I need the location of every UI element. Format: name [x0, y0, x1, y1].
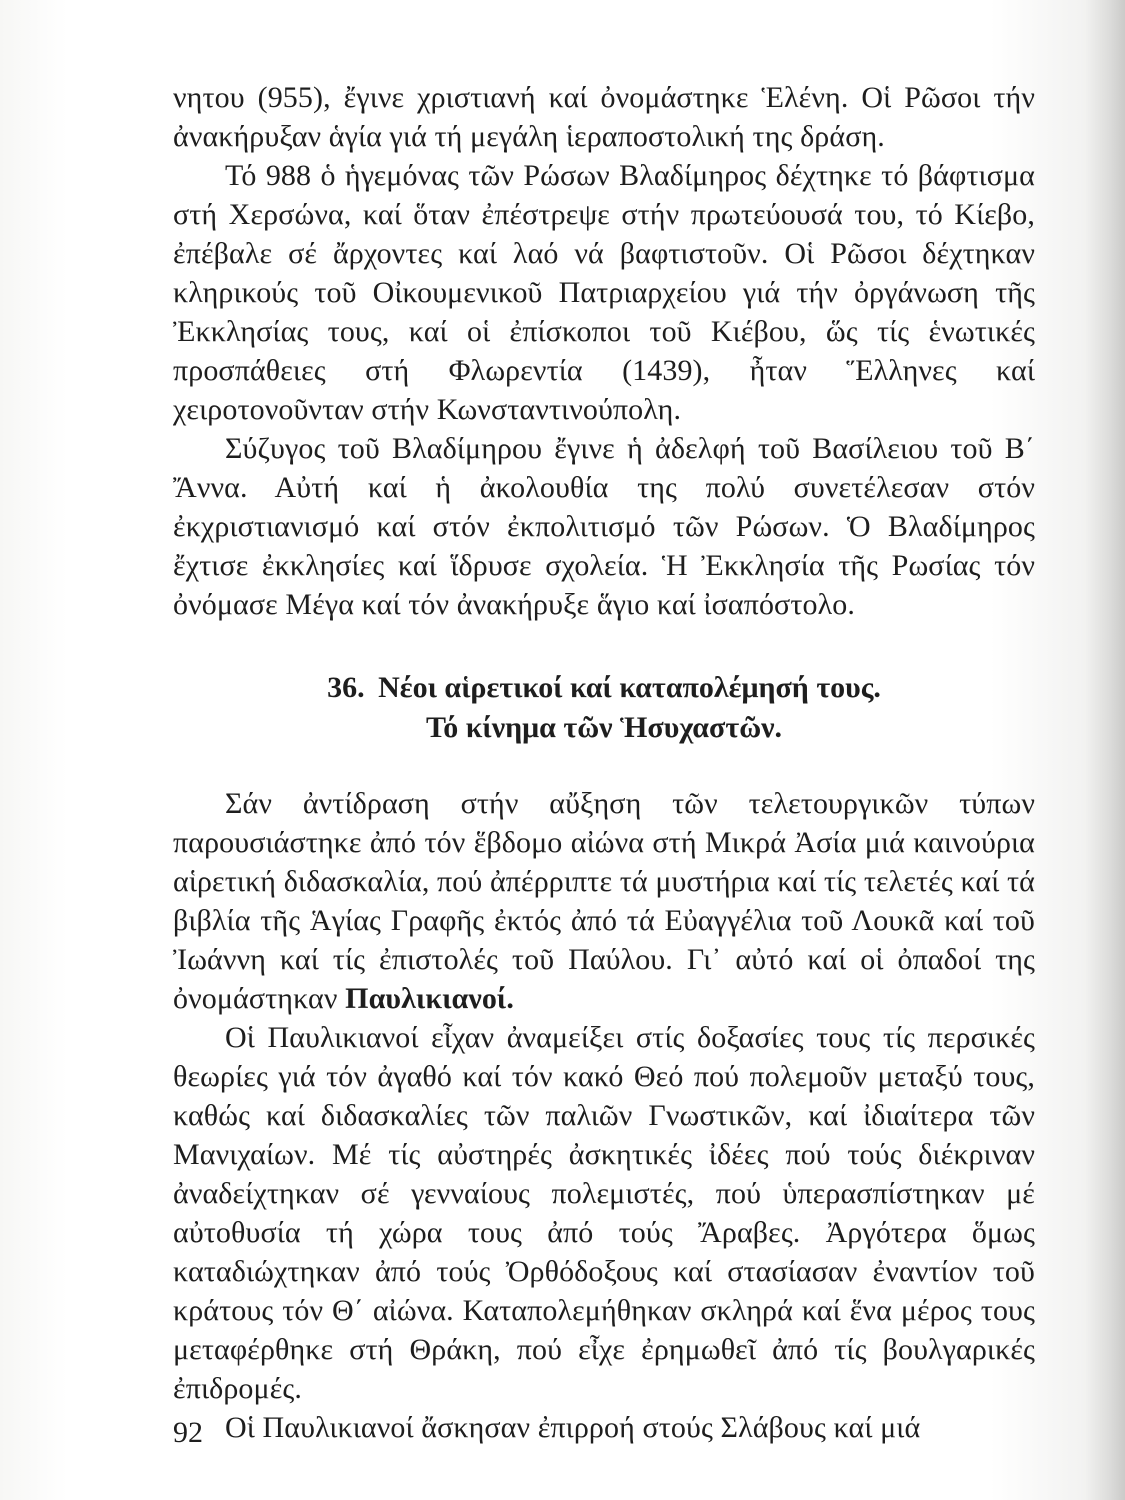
section-title-line1: Νέοι αἱρετικοί καί καταπολέμησή τους. [378, 671, 881, 704]
page-edge-shadow [1085, 0, 1125, 1500]
paragraph-paulicians-beliefs: Οἱ Παυλικιανοί εἶχαν ἀναμείξει στίς δοξασίες τους τίς περσικές θεωρίες γιά τόν ἀγαθό καί τόν κακό Θεό πού πολεμοῦν μεταξύ τους, καθώς καί διδασκαλίες τῶν παλιῶν Γνωστικῶν, καί ἰδιαίτερα τῶν Μανιχαίων. Μέ τίς αὐστηρές ἀσκητικές ἰδέες πού τούς διέκριναν ἀναδείχτηκαν σέ γενναίους πολεμιστές, πού ὑπερασπίστηκαν μέ αὐτοθυσία τή χώρα τους ἀπό τούς Ἄραβες. Ἀργότερα ὅμως καταδιώχτηκαν ἀπό τούς Ὀρθόδοξους καί στασίασαν ἐναντίον τοῦ κράτους τόν Θ΄ αἰώνα. Καταπολεμήθηκαν σκληρά καί ἕνα μέρος τους μεταφέρθηκε στή Θράκη, πού εἶχε ἐρημωθεῖ ἀπό τίς βουλγαρικές ἐπιδρομές. [173, 1021, 1035, 1405]
page-text-block [173, 78, 1035, 1447]
paragraph-paulicians-origin-text: Σάν ἀντίδραση στήν αὔξηση τῶν τελετουργικῶν τύπων παρουσιάστηκε ἀπό τόν ἕβδομο αἰώνα στή Μικρά Ἀσία μιά καινούρια αἱρετική διδασκαλία, πού ἀπέρριπτε τά μυστήρια καί τίς τελετές καί τά βιβλία τῆς Ἁγίας Γραφῆς ἐκτός ἀπό τά Εὐαγγέλια τοῦ Λουκᾶ καί τοῦ Ἰωάννη καί τίς ἐπιστολές τοῦ Παύλου. Γι᾽ αὐτό καί οἱ ὀπαδοί της ὀνομάστηκαν [173, 787, 1035, 1015]
section-title-line2: Τό κίνημα τῶν Ἡσυχαστῶν. [425, 711, 783, 744]
paragraph-vladimir-baptism: Τό 988 ὁ ἡγεμόνας τῶν Ρώσων Βλαδίμηρος δέχτηκε τό βάφτισμα στή Χερσώνα, καί ὅταν ἐπέστρεψε στήν πρωτεύουσά του, τό Κίεβο, ἐπέβαλε σέ ἄρχοντες καί λαό νά βαφτιστοῦν. Οἱ Ρῶσοι δέχτηκαν κληρικούς τοῦ Οἰκουμενικοῦ Πατριαρχείου γιά τήν ὀργάνωση τῆς Ἐκκλησίας τους, καί οἱ ἐπίσκοποι τοῦ Κιέβου, ὥς τίς ἑνωτικές προσπάθειες στή Φλωρεντία (1439), ἦταν Ἕλληνες καί χειροτονοῦνταν στήν Κωνσταντινούπολη. [173, 159, 1035, 426]
section-number: 36. [327, 671, 365, 704]
paragraph-paulicians-influence: Οἱ Παυλικιανοί ἄσκησαν ἐπιρροή στούς Σλάβους καί μιά [225, 1411, 921, 1444]
paragraph-continued: νητου (955), ἔγινε χριστιανή καί ὀνομάστηκε Ἑλένη. Οἱ Ρῶσοι τήν ἀνακήρυξαν ἁγία γιά τή μεγάλη ἱεραποστολική της δράση. [173, 81, 1035, 153]
section-heading [173, 668, 1035, 748]
paulicians-term: Παυλικιανοί. [345, 982, 514, 1015]
page-number: 92 [173, 1416, 203, 1449]
paragraph-paulicians-origin [173, 784, 1035, 1018]
paragraph-anna: Σύζυγος τοῦ Βλαδίμηρου ἔγινε ἡ ἀδελφή τοῦ Βασίλειου τοῦ Β΄ Ἄννα. Αὐτή καί ἡ ἀκολουθία της πολύ συνετέλεσαν στόν ἐκχριστιανισμό καί στόν ἐκπολιτισμό τῶν Ρώσων. Ὁ Βλαδίμηρος ἔχτισε ἐκκλησίες καί ἵδρυσε σχολεία. Ἡ Ἐκκλησία τῆς Ρωσίας τόν ὀνόμασε Μέγα καί τόν ἀνακήρυξε ἅγιο καί ἰσαπόστολο. [173, 432, 1035, 621]
